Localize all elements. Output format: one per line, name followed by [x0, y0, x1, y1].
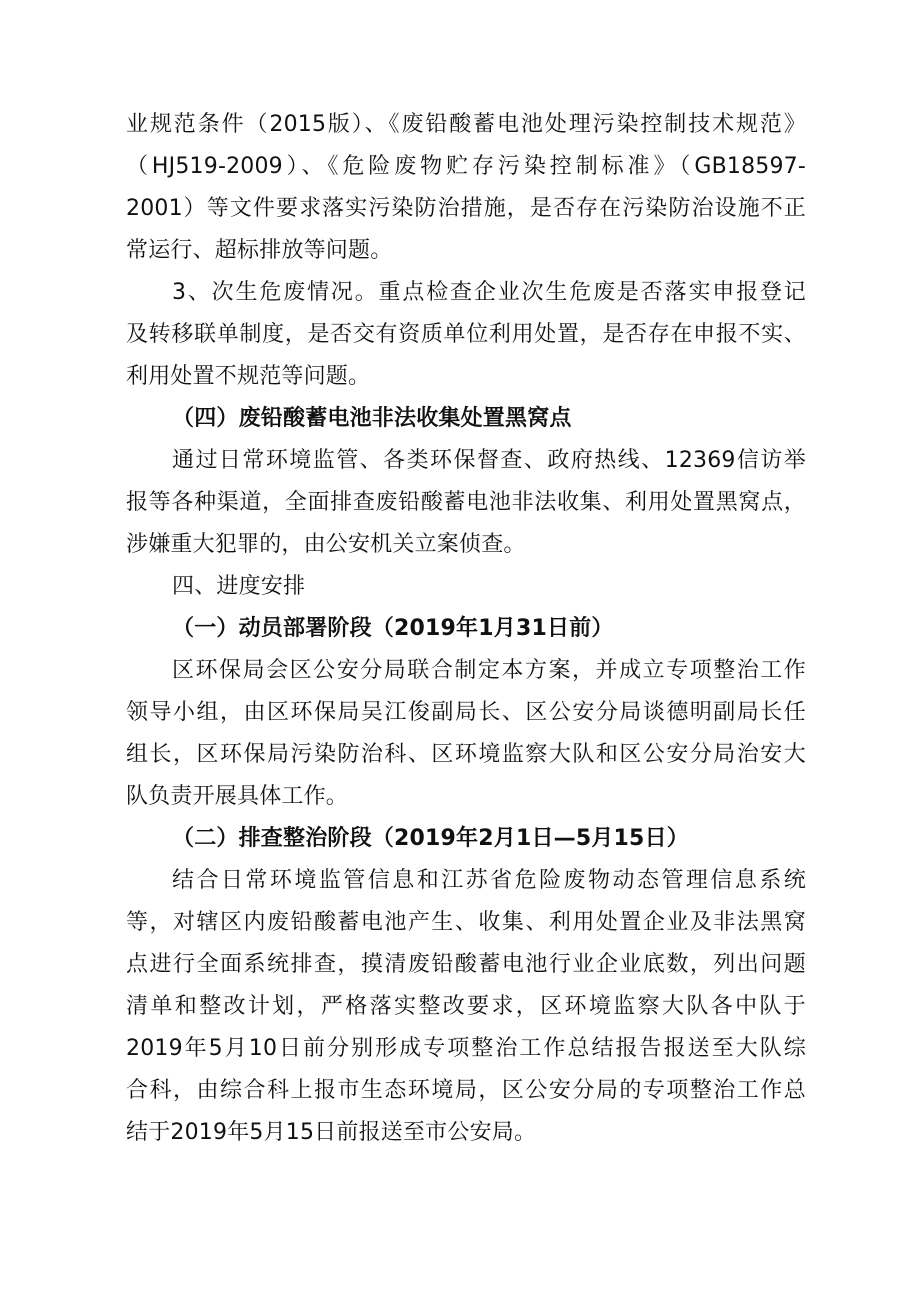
body-text-line: 结于2019年5月15日前报送至市公安局。: [126, 1120, 537, 1145]
section-heading: （四）废铅酸蓄电池非法收集处置黑窝点: [172, 406, 572, 431]
document-page: [126, 104, 806, 1154]
body-text-line: 领导小组，由区环保局吴江俊副局长、区公安分局谈德明副局长任: [126, 700, 806, 725]
body-text-line: 队负责开展具体工作。: [126, 784, 349, 809]
body-text-line: 组长，区环保局污染防治科、区环境监察大队和区公安分局治安大: [126, 742, 806, 767]
body-text-line: 区环保局会区公安分局联合制定本方案，并成立专项整治工作: [172, 658, 806, 683]
body-text-line: 业规范条件（2015版）、《废铅酸蓄电池处理污染控制技术规范》: [126, 112, 806, 137]
section-heading: （二）排查整治阶段（2019年2月1日—5月15日）: [172, 826, 689, 851]
body-text-line: （HJ519-2009）、《危险废物贮存污染控制标准》（GB18597-: [126, 154, 806, 179]
body-text-line: 等，对辖区内废铅酸蓄电池产生、收集、利用处置企业及非法黑窝: [126, 910, 806, 935]
body-text-line: 利用处置不规范等问题。: [126, 364, 371, 389]
body-text-line: 及转移联单制度，是否交有资质单位利用处置，是否存在申报不实、: [126, 322, 806, 347]
body-text-line: 结合日常环境监管信息和江苏省危险废物动态管理信息系统: [172, 868, 806, 893]
body-text-line: 清单和整改计划，严格落实整改要求，区环境监察大队各中队于: [126, 994, 806, 1019]
body-text-line: 涉嫌重大犯罪的，由公安机关立案侦查。: [126, 532, 526, 557]
section-heading: （一）动员部署阶段（2019年1月31日前）: [172, 616, 614, 641]
body-text-line: 2019年5月10日前分别形成专项整治工作总结报告报送至大队综: [126, 1036, 806, 1061]
body-text-line: 报等各种渠道，全面排查废铅酸蓄电池非法收集、利用处置黑窝点，: [126, 490, 806, 515]
body-text-line: 通过日常环境监管、各类环保督查、政府热线、12369信访举: [172, 448, 806, 473]
body-text-line: 3、次生危废情况。重点检查企业次生危废是否落实申报登记: [172, 280, 806, 305]
body-text-line: 常运行、超标排放等问题。: [126, 238, 393, 263]
body-text-line: 2001）等文件要求落实污染防治措施，是否存在污染防治设施不正: [126, 196, 806, 221]
section-heading: 四、进度安排: [172, 574, 306, 599]
body-text-line: 合科，由综合科上报市生态环境局，区公安分局的专项整治工作总: [126, 1078, 806, 1103]
body-text-line: 点进行全面系统排查，摸清废铅酸蓄电池行业企业底数，列出问题: [126, 952, 806, 977]
